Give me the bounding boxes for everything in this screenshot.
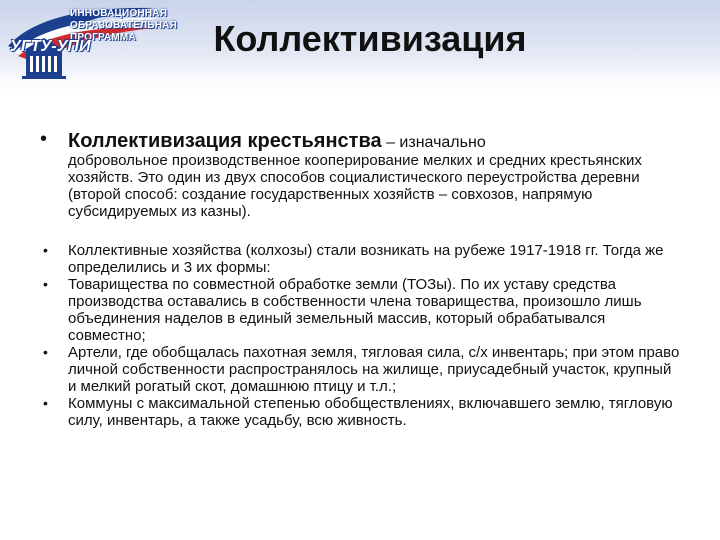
bullet-icon: • [43,344,48,360]
university-logo [4,2,177,82]
list-item [40,344,680,395]
list-item [40,276,680,344]
logo-line: ИННОВАЦИОННАЯ [70,8,168,19]
list-item-text: Коллективные хозяйства (колхозы) стали возникать на рубеже 1917-1918 гг. Тогда же определились и 3 их формы: [68,242,664,276]
bullet-icon: • [40,128,48,150]
bullet-icon: • [43,276,48,292]
slide-title: Коллективизация [213,18,527,59]
list-item-text: Товарищества по совместной обработке земли (ТОЗы). По их уставу средства производства оставались в собственности члена товарищества, произошло лишь объединения наделов в единый земельный массив, который обрабатывался совместно; [68,276,642,344]
logo-acronym: УГТУ-УПИ [10,38,91,55]
slide-content [40,130,680,429]
intro-bullet [40,130,680,220]
list-item-text: Коммуны с максимальной степенью обобществлениях, включавшего землю, тягловую силу, инвентарь, а также усадьбу, всю живность. [68,395,673,429]
bullet-icon: • [43,395,48,411]
bullet-icon: • [43,242,48,258]
list-item-text: Артели, где обобщалась пахотная земля, тягловая сила, с/х инвентарь; при этом право личной собственности распространялось на жилище, приусадебный участок, крупный и мелкий рогатый скот, домашнюю птицу и т.л.; [68,344,680,395]
list-item [40,395,680,429]
intro-lead: Коллективизация крестьянства [68,130,382,152]
logo-line: ПРОГРАММА [70,32,136,43]
bullet-list [40,242,680,429]
intro-body: добровольное производственное кооперирование мелких и средних крестьянских хозяйств. Это один из двух способов социалистического переустройства деревни (второй способ: создание государственных хозяйств – совхозов, напрямую субсидируемых из казны). [68,152,642,220]
list-item [40,242,680,276]
intro-lead-rest: – изначально [381,134,486,151]
logo-line: ОБРАЗОВАТЕЛЬНАЯ [70,20,177,31]
